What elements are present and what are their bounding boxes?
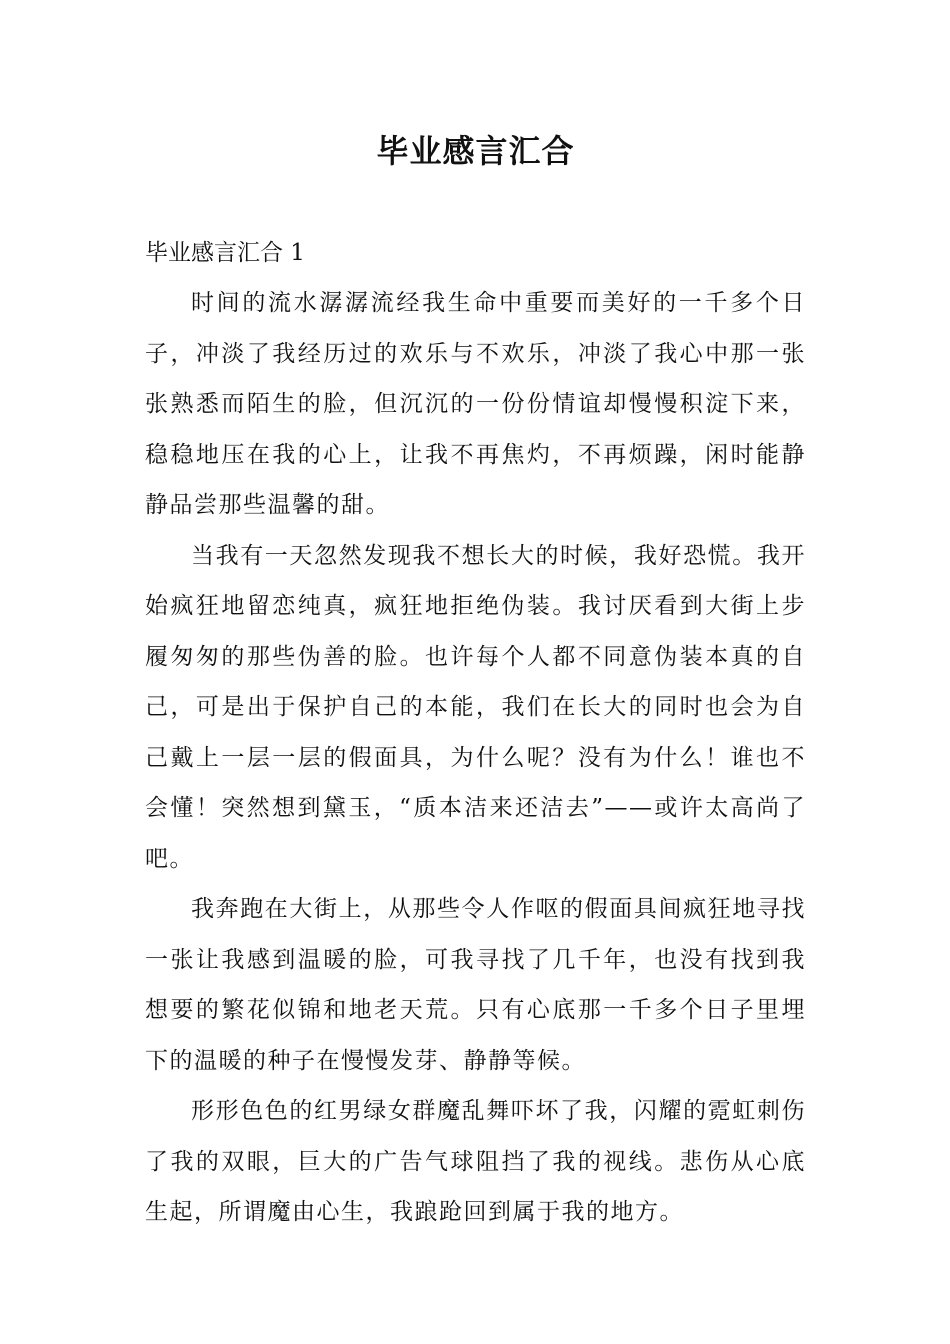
paragraph-3: 我奔跑在大街上，从那些令人作呕的假面具间疯狂地寻找一张让我感到温暖的脸，可我寻找了几千年，也没有找到我想要的繁花似锦和地老天荒。只有心底那一千多个日子里埋下的温暖的种子在慢慢发芽、静静等候。 xyxy=(145,896,806,1074)
document-title: 毕业感言汇合 xyxy=(376,132,575,170)
section-heading: 毕业感言汇合 1 xyxy=(145,240,305,266)
paragraph-4: 形形色色的红男绿女群魔乱舞吓坏了我，闪耀的霓虹刺伤了我的双眼，巨大的广告气球阻挡了我的视线。悲伤从心底生起，所谓魔由心生，我踉跄回到属于我的地方。 xyxy=(145,1098,806,1225)
paragraph-2: 当我有一天忽然发现我不想长大的时候，我好恐慌。我开始疯狂地留恋纯真，疯狂地拒绝伪装。我讨厌看到大街上步履匆匆的那些伪善的脸。也许每个人都不同意伪装本真的自己，可是出于保护自己的本能，我们在长大的同时也会为自己戴上一层一层的假面具，为什么呢？没有为什么！谁也不会懂！突然想到黛玉，“质本洁来还洁去”——或许太高尚了吧。 xyxy=(145,542,806,872)
paragraph-1: 时间的流水潺潺流经我生命中重要而美好的一千多个日子，冲淡了我经历过的欢乐与不欢乐，冲淡了我心中那一张张熟悉而陌生的脸，但沉沉的一份份情谊却慢慢积淀下来，稳稳地压在我的心上，让我不再焦灼，不再烦躁，闲时能静静品尝那些温馨的甜。 xyxy=(145,290,806,518)
